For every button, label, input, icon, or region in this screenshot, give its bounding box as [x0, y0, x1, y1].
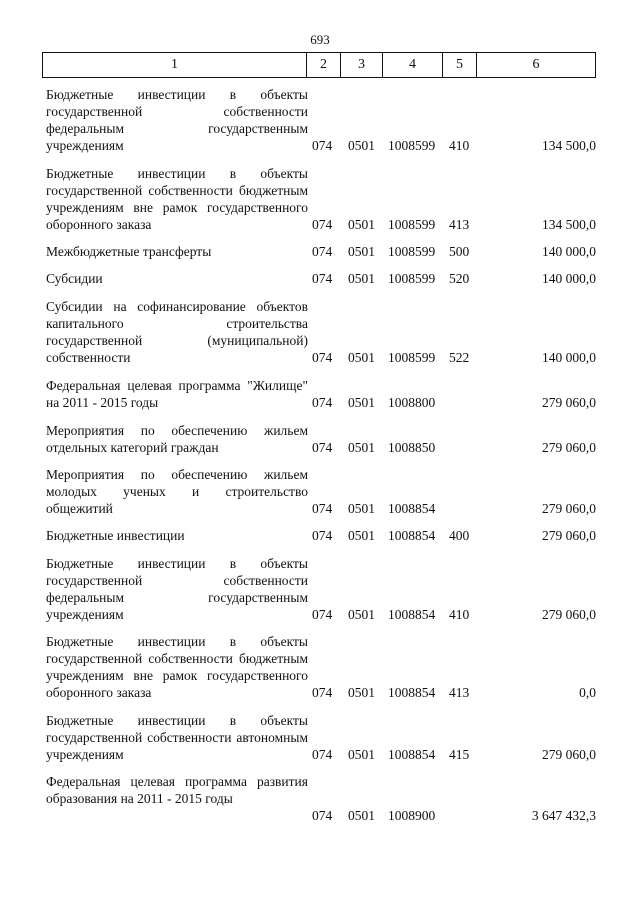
row-name: Субсидии на софинансирование объектов капитального строительства государственной (муниципальной) собственности: [46, 299, 308, 365]
row-admin-code: 074: [312, 440, 333, 455]
row-expense-code: 410: [449, 607, 470, 622]
row-amount: 279 060,0: [542, 440, 596, 455]
row-admin-code: 074: [312, 244, 333, 259]
row-section-code: 0501: [348, 217, 375, 232]
row-admin-code: 074: [312, 217, 333, 232]
row-amount: 140 000,0: [542, 271, 596, 286]
row-admin-code: 074: [312, 528, 333, 543]
row-target-code: 1008850: [388, 440, 436, 455]
row-name: Межбюджетные трансферты: [46, 244, 212, 259]
row-amount: 3 647 432,3: [531, 808, 596, 823]
row-amount: 279 060,0: [542, 747, 596, 762]
row-name: Субсидии: [46, 271, 103, 286]
row-admin-code: 074: [312, 138, 333, 153]
row-target-code: 1008854: [388, 747, 436, 762]
row-amount: 140 000,0: [542, 244, 596, 259]
row-target-code: 1008599: [388, 244, 436, 259]
row-section-code: 0501: [348, 440, 375, 455]
row-target-code: 1008599: [388, 350, 436, 365]
row-amount: 140 000,0: [542, 350, 596, 365]
row-expense-code: 522: [449, 350, 470, 365]
row-name: Мероприятия по обеспечению жильем молодых ученых и строительство общежитий: [46, 467, 308, 516]
row-admin-code: 074: [312, 747, 333, 762]
row-expense-code: 413: [449, 685, 470, 700]
row-section-code: 0501: [348, 607, 375, 622]
row-amount: 279 060,0: [542, 501, 596, 516]
row-name: Бюджетные инвестиции в объекты государственной собственности бюджетным учреждениям вне рамок государственного оборонного заказа: [46, 166, 308, 232]
column-header-5: 5: [442, 53, 476, 77]
row-expense-code: 413: [449, 217, 470, 232]
row-admin-code: 074: [312, 501, 333, 516]
column-header-1: 1: [171, 57, 178, 72]
column-header-4: 4: [382, 53, 442, 77]
row-target-code: 1008854: [388, 685, 436, 700]
row-section-code: 0501: [348, 501, 375, 516]
row-section-code: 0501: [348, 271, 375, 286]
table-header: [42, 52, 596, 78]
row-name: Мероприятия по обеспечению жильем отдельных категорий граждан: [46, 423, 308, 455]
row-admin-code: 074: [312, 607, 333, 622]
row-section-code: 0501: [348, 350, 375, 365]
row-target-code: 1008854: [388, 528, 436, 543]
page-number: 693: [310, 32, 330, 47]
row-section-code: 0501: [348, 747, 375, 762]
row-section-code: 0501: [348, 138, 375, 153]
row-amount: 279 060,0: [542, 528, 596, 543]
row-expense-code: 400: [449, 528, 470, 543]
row-admin-code: 074: [312, 395, 333, 410]
row-amount: 279 060,0: [542, 395, 596, 410]
column-header-6: 6: [476, 53, 595, 77]
row-expense-code: 410: [449, 138, 470, 153]
row-target-code: 1008854: [388, 501, 436, 516]
row-expense-code: 520: [449, 271, 470, 286]
row-name: Бюджетные инвестиции: [46, 528, 185, 543]
row-expense-code: 415: [449, 747, 470, 762]
row-amount: 134 500,0: [542, 217, 596, 232]
row-admin-code: 074: [312, 808, 333, 823]
column-header-3: 3: [340, 53, 382, 77]
row-amount: 279 060,0: [542, 607, 596, 622]
row-name: Бюджетные инвестиции в объекты государственной собственности федеральным государственным учреждениям: [46, 87, 308, 153]
row-amount: 0,0: [579, 685, 596, 700]
row-section-code: 0501: [348, 395, 375, 410]
row-name: Федеральная целевая программа развития образования на 2011 - 2015 годы: [46, 774, 308, 806]
row-target-code: 1008599: [388, 217, 436, 232]
row-admin-code: 074: [312, 685, 333, 700]
row-admin-code: 074: [312, 350, 333, 365]
row-section-code: 0501: [348, 808, 375, 823]
row-section-code: 0501: [348, 244, 375, 259]
row-target-code: 1008599: [388, 138, 436, 153]
row-amount: 134 500,0: [542, 138, 596, 153]
row-target-code: 1008900: [388, 808, 436, 823]
row-name: Бюджетные инвестиции в объекты государственной собственности бюджетным учреждениям вне рамок государственного оборонного заказа: [46, 634, 308, 700]
column-header-2: 2: [306, 53, 340, 77]
row-name: Бюджетные инвестиции в объекты государственной собственности федеральным государственным учреждениям: [46, 556, 308, 622]
row-target-code: 1008800: [388, 395, 436, 410]
row-section-code: 0501: [348, 685, 375, 700]
row-name: Бюджетные инвестиции в объекты государственной собственности автономным учреждениям: [46, 713, 308, 762]
row-name: Федеральная целевая программа "Жилище" на 2011 - 2015 годы: [46, 378, 308, 410]
row-expense-code: 500: [449, 244, 470, 259]
row-section-code: 0501: [348, 528, 375, 543]
row-target-code: 1008599: [388, 271, 436, 286]
row-admin-code: 074: [312, 271, 333, 286]
row-target-code: 1008854: [388, 607, 436, 622]
